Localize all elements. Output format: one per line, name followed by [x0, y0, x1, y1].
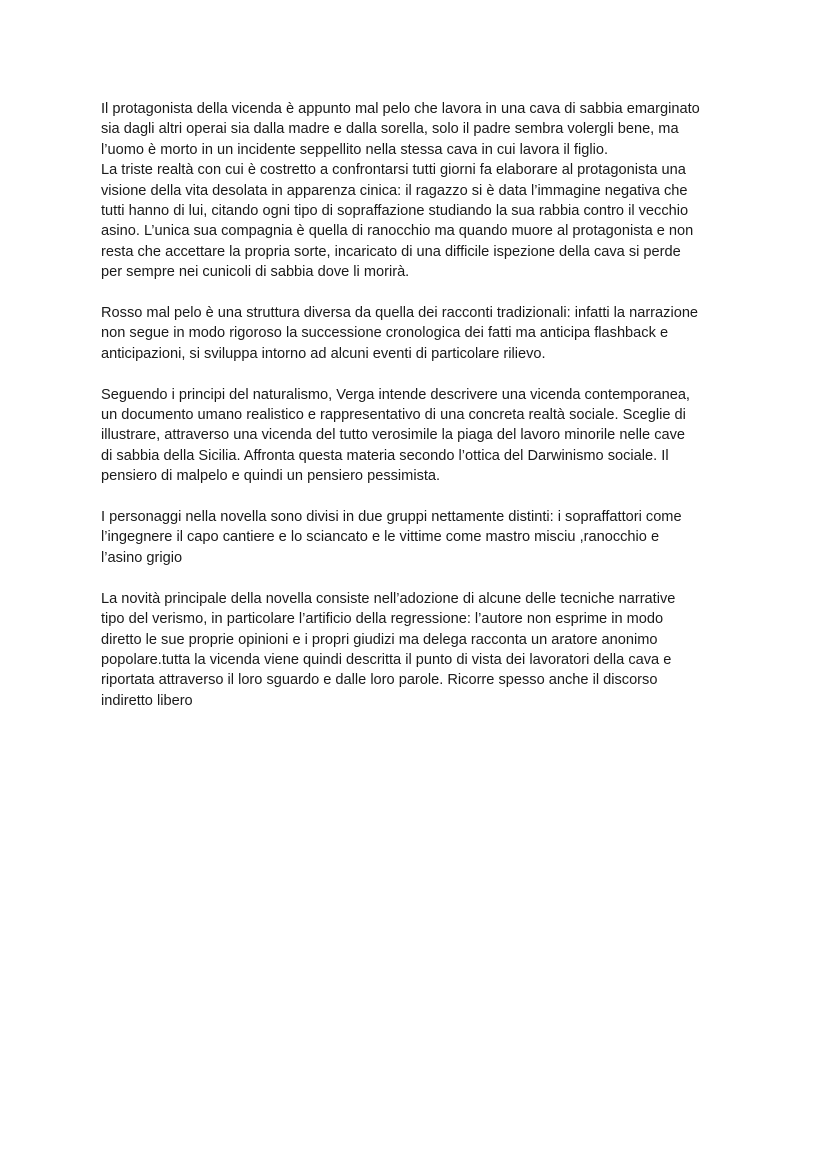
text-line: un documento umano realistico e rappresentativo di una concreta realtà sociale. Sceglie di: [101, 407, 686, 424]
text-line: diretto le sue proprie opinioni e i propri giudizi ma delega racconta un aratore anonimo: [101, 631, 658, 648]
paragraph-naturalism: [101, 385, 741, 487]
text-line: visione della vita desolata in apparenza cinica: il ragazzo si è data l’immagine negativa che: [101, 182, 688, 199]
text-line: popolare.tutta la vicenda viene quindi descritta il punto di vista dei lavoratori della cava e: [101, 651, 672, 668]
text-line: l’asino grigio: [101, 549, 183, 566]
text-line: anticipazioni, si sviluppa intorno ad alcuni eventi di particolare rilievo.: [101, 345, 546, 362]
document-body: [101, 99, 741, 711]
text-line: I personaggi nella novella sono divisi in due gruppi nettamente distinti: i sopraffattori come: [101, 509, 682, 526]
text-line: Rosso mal pelo è una struttura diversa da quella dei racconti tradizionali: infatti la narrazione: [101, 305, 699, 322]
paragraph-spacer: [101, 364, 741, 384]
text-line: l’ingegnere il capo cantiere e lo sciancato e le vittime come mastro misciu ,ranocchio e: [101, 529, 660, 546]
paragraph-structure: [101, 303, 741, 364]
paragraph-plot-summary: [101, 99, 741, 283]
text-line: non segue in modo rigoroso la successione cronologica dei fatti ma anticipa flashback e: [101, 325, 669, 342]
text-line: Seguendo i principi del naturalismo, Verga intende descrivere una vicenda contemporanea,: [101, 386, 690, 403]
text-line: illustrare, attraverso una vicenda del tutto verosimile la piaga del lavoro minorile nelle cave: [101, 427, 686, 444]
text-line: pensiero di malpelo e quindi un pensiero pessimista.: [101, 468, 441, 485]
text-line: resta che accettare la propria sorte, incaricato di una difficile ispezione della cava si perde: [101, 243, 681, 260]
paragraph-spacer: [101, 283, 741, 303]
text-line: l’uomo è morto in un incidente seppellito nella stessa cava in cui lavora il figlio.: [101, 141, 608, 158]
paragraph-spacer: [101, 487, 741, 507]
text-line: riportata attraverso il loro sguardo e dalle loro parole. Ricorre spesso anche il discorso: [101, 672, 658, 689]
text-line: tutti hanno di lui, citando ogni tipo di sopraffazione studiando la sua rabbia contro il vecchio: [101, 203, 689, 220]
text-line: per sempre nei cunicoli di sabbia dove li morirà.: [101, 264, 410, 281]
paragraph-spacer: [101, 568, 741, 588]
text-line: La triste realtà con cui è costretto a confrontarsi tutti giorni fa elaborare al protagonista una: [101, 162, 686, 179]
paragraph-characters: [101, 507, 741, 568]
text-line: di sabbia della Sicilia. Affronta questa materia secondo l’ottica del Darwinismo sociale. Il: [101, 447, 669, 464]
text-line: Il protagonista della vicenda è appunto mal pelo che lavora in una cava di sabbia emarginato: [101, 101, 700, 117]
paragraph-narrative-techniques: [101, 589, 741, 711]
text-line: indiretto libero: [101, 692, 193, 709]
text-line: La novità principale della novella consiste nell’adozione di alcune delle tecniche narrative: [101, 590, 676, 607]
text-line: asino. L’unica sua compagnia è quella di ranocchio ma quando muore al protagonista e non: [101, 223, 694, 240]
text-line: sia dagli altri operai sia dalla madre e dalla sorella, solo il padre sembra volergli bene, ma: [101, 121, 679, 138]
text-line: tipo del verismo, in particolare l’artificio della regressione: l’autore non esprime in modo: [101, 611, 664, 628]
